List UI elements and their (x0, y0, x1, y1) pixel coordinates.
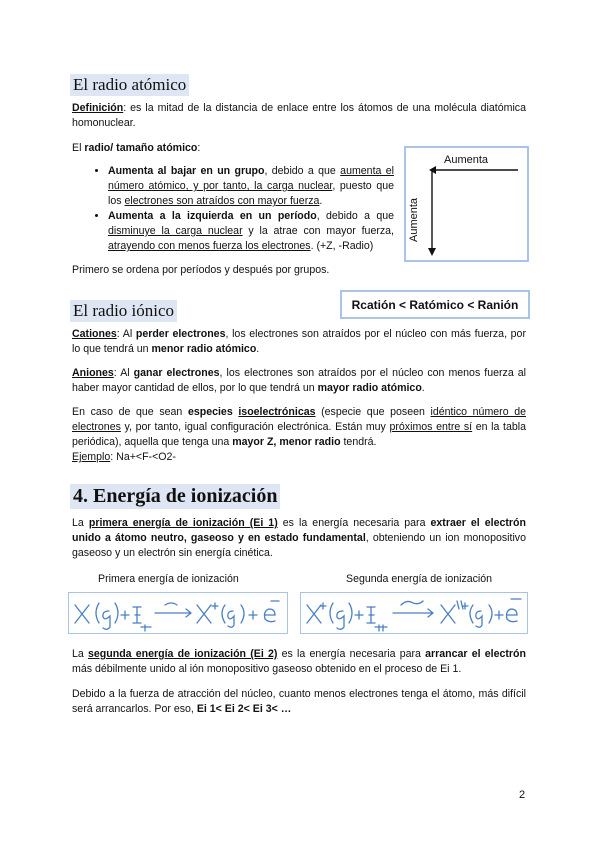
atomic-bullets (90, 164, 394, 254)
radius-order-formula: Rcatión < Ratómico < Ranión (340, 290, 530, 319)
cations-b2: menor radio atómico (151, 343, 257, 355)
bullet-group-u1: aumenta el número atómico, y por tanto, la carga nuclear (108, 165, 394, 192)
p3-t1: Debido a la fuerza de atracción del núcleo, cuanto menos electrones tenga el átomo, más difícil será arrancarlos. Por eso, (72, 688, 526, 715)
bullet-period-t1: , debido a que (316, 210, 394, 222)
anions-paragraph (72, 366, 526, 396)
bullet-period-u1: disminuye la carga nuclear (108, 225, 243, 237)
iso-u2: próximos entre sí (389, 421, 473, 433)
bullet-group-bold: Aumenta al bajar en un grupo (108, 165, 265, 177)
definition-text: : es la mitad de la distancia de enlace entre los átomos de una molécula diatómica homonuclear. (72, 102, 526, 129)
second-ionization-equation-image (300, 592, 528, 634)
cations-label: Cationes (72, 328, 117, 340)
bullet-group-t3: . (319, 195, 323, 207)
p2-t1: La (72, 648, 88, 660)
cations-paragraph (72, 327, 526, 357)
atomic-intro (72, 141, 200, 156)
cations-t1: : Al (116, 328, 136, 340)
diagram-arrows (406, 148, 527, 260)
iso-b1: especies (187, 406, 239, 418)
section-title-ionization-energy: 4. Energía de ionización (70, 484, 280, 509)
bullet-period (108, 209, 394, 254)
isoelectronic-paragraph (72, 405, 526, 450)
iso-t5: tendrá. (340, 436, 377, 448)
diagram-side-label: Aumenta (408, 197, 421, 243)
intro-bold: radio/ tamaño atómico (84, 142, 198, 154)
diagram-top-label: Aumenta (444, 154, 489, 166)
anions-b2: mayor radio atómico (317, 382, 422, 394)
section-title-atomic-radius: El radio atómico (70, 74, 189, 96)
anions-label: Aniones (72, 367, 114, 379)
iso-t2: (especie que poseen (315, 406, 431, 418)
p1-t1: La (72, 517, 89, 529)
periodic-trend-diagram (404, 146, 529, 262)
bullet-group-t2: , puesto que los (108, 180, 394, 207)
p2-t3: más débilmente unido al ión monopositivo gaseoso obtenido en el proceso de Ei 1. (72, 663, 462, 675)
order-note: Primero se ordena por períodos y después por grupos. (72, 264, 330, 276)
handwritten-equation-2 (301, 593, 527, 633)
caption-second-ionization: Segunda energía de ionización (346, 573, 493, 585)
p2-bu: segunda energía de ionización (Ei 2) (88, 648, 278, 660)
iso-t1: En caso de que sean (72, 406, 188, 418)
anions-t1: : Al (113, 367, 134, 379)
p2-t2: es la energía necesaria para (277, 648, 426, 660)
iso-b2: mayor Z, menor radio (232, 436, 341, 448)
intro-suffix: : (197, 142, 201, 154)
bullet-group-t1: , debido a que (264, 165, 341, 177)
iso-bu: isoelectrónicas (238, 406, 316, 418)
anions-t2: , los electrones son atraídos por el núcleo con menos fuerza al haber mayor cantidad de ellos, por lo que tendrá un (72, 367, 527, 394)
example-label: Ejemplo (72, 451, 111, 463)
bullet-period-t3: . (+Z, -Radio) (310, 240, 374, 252)
anions-b1: ganar electrones (133, 367, 220, 379)
p3-b1: Ei 1< Ei 2< Ei 3< … (196, 703, 292, 715)
p2-b1: arrancar el electrón (425, 648, 526, 660)
second-ionization-paragraph (72, 647, 526, 677)
p1-b1: extraer el electrón unido a átomo neutro, gaseoso y en estado fundamental (72, 517, 526, 544)
cations-t3: . (256, 343, 260, 355)
cations-t2: , los electrones son atraídos por el núcleo con más fuerza, por lo que tendrá un (72, 328, 526, 355)
definition-paragraph (72, 101, 526, 131)
definition-label: Definición (72, 102, 124, 114)
iso-t3: y, por tanto, igual configuración electrónica. Están muy (120, 421, 390, 433)
page-number: 2 (519, 789, 526, 801)
p1-bu: primera energía de ionización (Ei 1) (88, 517, 278, 529)
p1-t2: es la energía necesaria para (277, 517, 431, 529)
example-line (72, 450, 176, 465)
example-text: : Na+<F-<O2- (110, 451, 176, 463)
anions-t3: . (421, 382, 425, 394)
first-ionization-equation-image (68, 592, 288, 634)
intro-prefix: El (72, 142, 85, 154)
handwritten-equation-1 (69, 593, 287, 633)
bullet-period-bold: Aumenta a la izquierda en un período (108, 210, 317, 222)
bullet-group-u2: electrones son atraídos con mayor fuerza (124, 195, 320, 207)
p1-t3: , obteniendo un ion monopositivo gaseoso y un electrón sin energía cinética. (72, 532, 526, 559)
iso-t4: en la tabla periódica), aquella que tenga una (72, 421, 526, 448)
attraction-paragraph (72, 687, 526, 717)
caption-first-ionization: Primera energía de ionización (98, 573, 239, 585)
cations-b1: perder electrones (135, 328, 226, 340)
first-ionization-paragraph (72, 516, 526, 561)
iso-u1: idéntico número de electrones (72, 406, 527, 433)
bullet-period-t2: y la atrae con mayor fuerza, (242, 225, 394, 237)
bullet-period-u2: atrayendo con menos fuerza los electrones (108, 240, 311, 252)
bullet-group (108, 164, 394, 209)
section-title-ionic-radius: El radio iónico (70, 300, 177, 322)
